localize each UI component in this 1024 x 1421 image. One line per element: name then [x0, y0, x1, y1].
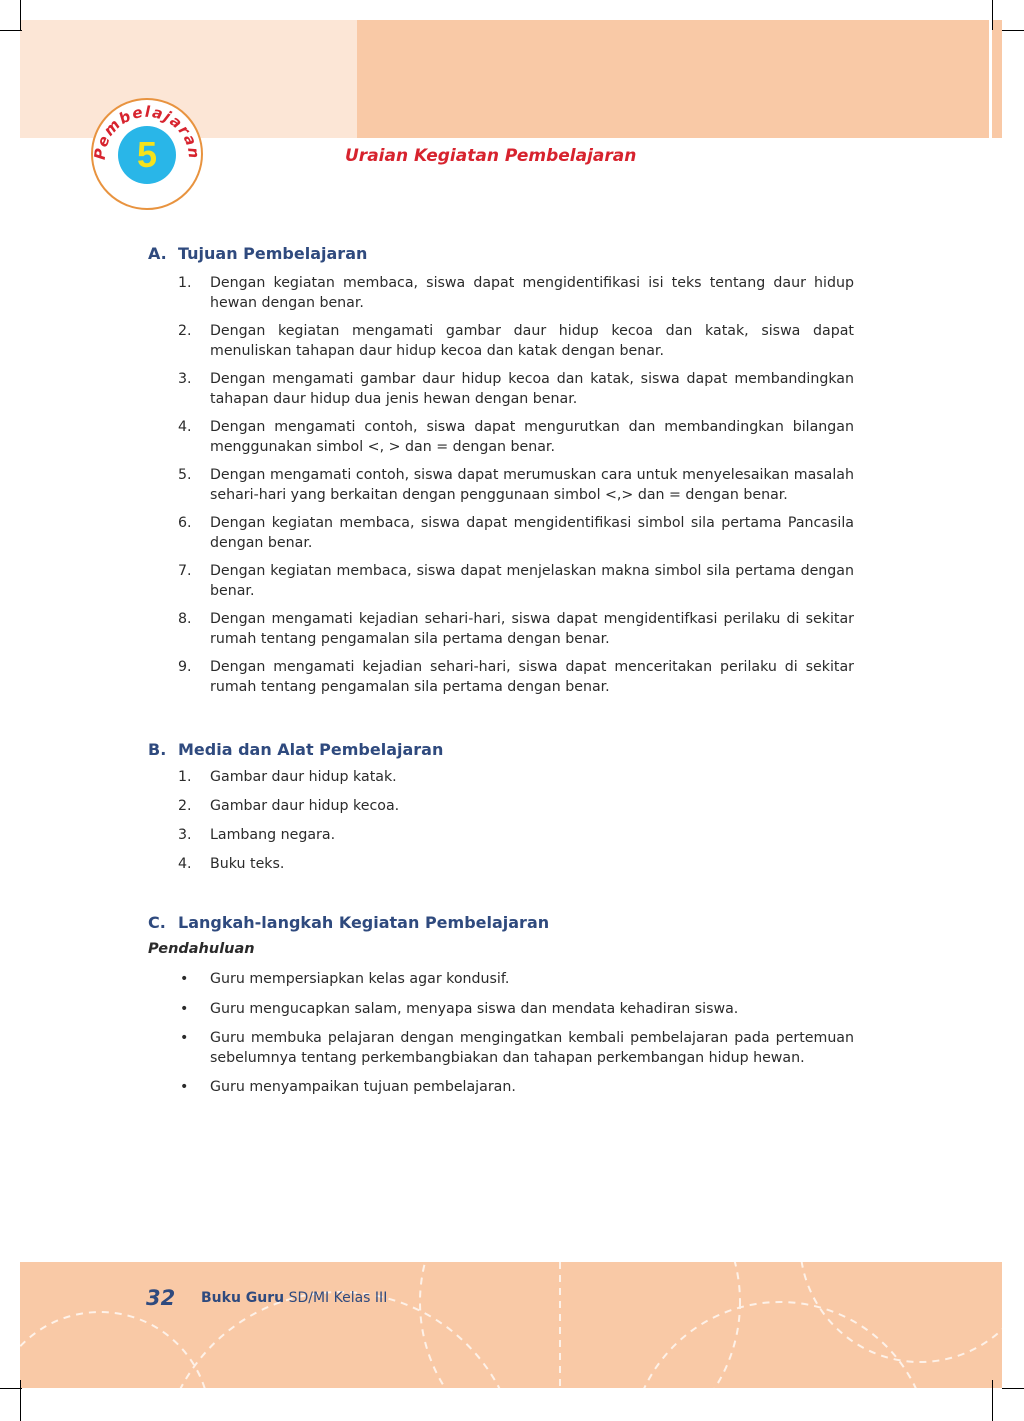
section-letter: C.	[148, 913, 166, 932]
list-item	[178, 370, 854, 409]
item-text: Guru mengucapkan salam, menyapa siswa dan mendata kehadiran siswa.	[210, 1000, 739, 1017]
item-text: Guru menyampaikan tujuan pembelajaran.	[210, 1079, 516, 1095]
crop-mark	[992, 1380, 993, 1421]
list-item	[178, 797, 854, 817]
list-item	[178, 826, 854, 846]
section-letter: B.	[148, 740, 167, 759]
item-text: Lambang negara.	[210, 827, 336, 843]
section-title: Tujuan Pembelajaran	[178, 244, 368, 263]
crop-mark	[0, 1388, 22, 1389]
footer-band	[20, 1262, 1002, 1388]
item-text: Dengan mengamati contoh, siswa dapat mengurutkan dan membandingkan bilangan menggunakan simbol <, > dan = dengan benar.	[210, 419, 854, 455]
item-text: Guru mempersiapkan kelas agar kondusif.	[210, 971, 510, 987]
item-text: Dengan mengamati contoh, siswa dapat merumuskan cara untuk menyelesaikan masalah sehari-hari yang berkaitan dengan penggunaan simbol <,> dan = dengan benar.	[210, 467, 854, 503]
item-number: 4.	[178, 856, 192, 872]
item-text: Dengan mengamati gambar daur hidup kecoa dan katak, siswa dapat membandingkan tahapan daur hidup dua jenis hewan dengan benar.	[210, 371, 854, 407]
list-item	[178, 322, 854, 361]
item-text: Gambar daur hidup katak.	[210, 769, 397, 785]
section-title: Media dan Alat Pembelajaran	[178, 740, 444, 759]
item-number: 1.	[178, 275, 192, 291]
list-item	[178, 855, 854, 875]
list-item	[178, 1078, 854, 1098]
list-item	[178, 1029, 854, 1068]
bullet-marker: •	[180, 1030, 189, 1046]
list-item	[178, 418, 854, 457]
item-number: 5.	[178, 467, 192, 483]
list-item	[178, 466, 854, 505]
lesson-number: 5	[136, 134, 158, 175]
footer-decoration	[20, 1262, 1002, 1388]
item-number: 1.	[178, 769, 192, 785]
item-number: 2.	[178, 323, 192, 339]
item-number: 8.	[178, 611, 192, 627]
item-number: 6.	[178, 515, 192, 531]
item-text: Dengan mengamati kejadian sehari-hari, siswa dapat mengidentifkasi perilaku di sekitar rumah tentang pengamalan sila pertama dengan benar.	[210, 611, 854, 647]
bullet-marker: •	[180, 1079, 189, 1095]
item-number: 7.	[178, 563, 192, 579]
book-title-rest: SD/MI Kelas III	[288, 1290, 388, 1306]
crop-mark	[0, 30, 22, 31]
item-number: 4.	[178, 419, 192, 435]
list-item	[178, 970, 854, 990]
item-number: 2.	[178, 798, 192, 814]
section-c-heading	[148, 913, 549, 932]
bullet-marker: •	[180, 971, 189, 987]
item-text: Dengan kegiatan membaca, siswa dapat menjelaskan makna simbol sila pertama dengan benar.	[210, 563, 854, 599]
item-number: 3.	[178, 827, 192, 843]
item-text: Gambar daur hidup kecoa.	[210, 798, 400, 814]
svg-text:Pembelajaran: Pembelajaran	[91, 102, 203, 161]
section-title: Langkah-langkah Kegiatan Pembelajaran	[178, 913, 550, 932]
section-a-heading	[148, 244, 367, 263]
page-title: Uraian Kegiatan Pembelajaran	[345, 146, 637, 166]
list-item	[178, 658, 854, 697]
section-letter: A.	[148, 244, 167, 263]
list-item	[178, 562, 854, 601]
subheading-pendahuluan: Pendahuluan	[148, 941, 255, 957]
item-text: Dengan kegiatan membaca, siswa dapat mengidentifikasi simbol sila pertama Pancasila dengan benar.	[210, 515, 854, 551]
crop-mark	[992, 0, 993, 30]
item-number: 9.	[178, 659, 192, 675]
list-item	[178, 514, 854, 553]
crop-mark	[1002, 1388, 1024, 1389]
item-text: Dengan mengamati kejadian sehari-hari, siswa dapat menceritakan perilaku di sekitar rumah tentang pengamalan sila pertama dengan benar.	[210, 659, 854, 695]
book-title-bold: Buku Guru	[201, 1290, 285, 1306]
list-item	[178, 610, 854, 649]
objectives-list	[178, 274, 854, 706]
introduction-steps-list	[178, 970, 854, 1108]
header-band-orange	[357, 20, 989, 138]
crop-mark	[1002, 30, 1024, 31]
bullet-marker: •	[180, 1000, 189, 1017]
book-title	[201, 1290, 387, 1306]
crop-mark	[20, 1380, 21, 1421]
list-item	[178, 1000, 854, 1020]
media-list	[178, 768, 854, 884]
item-number: 3.	[178, 371, 192, 387]
item-text: Guru membuka pelajaran dengan mengingatkan kembali pembelajaran pada pertemuan sebelumnya tentang perkembangbiakan dan tahapan perkembangan hidup hewan.	[210, 1030, 854, 1066]
item-text: Dengan kegiatan mengamati gambar daur hidup kecoa dan katak, siswa dapat menuliskan tahapan daur hidup kecoa dan katak dengan benar.	[210, 323, 854, 359]
header-band-strip	[992, 20, 1002, 138]
crop-mark	[20, 0, 21, 30]
list-item	[178, 274, 854, 313]
list-item	[178, 768, 854, 788]
item-text: Buku teks.	[210, 856, 285, 872]
item-text: Dengan kegiatan membaca, siswa dapat mengidentifikasi isi teks tentang daur hidup hewan dengan benar.	[210, 275, 854, 311]
section-b-heading	[148, 740, 443, 759]
page-number: 32	[146, 1286, 176, 1310]
